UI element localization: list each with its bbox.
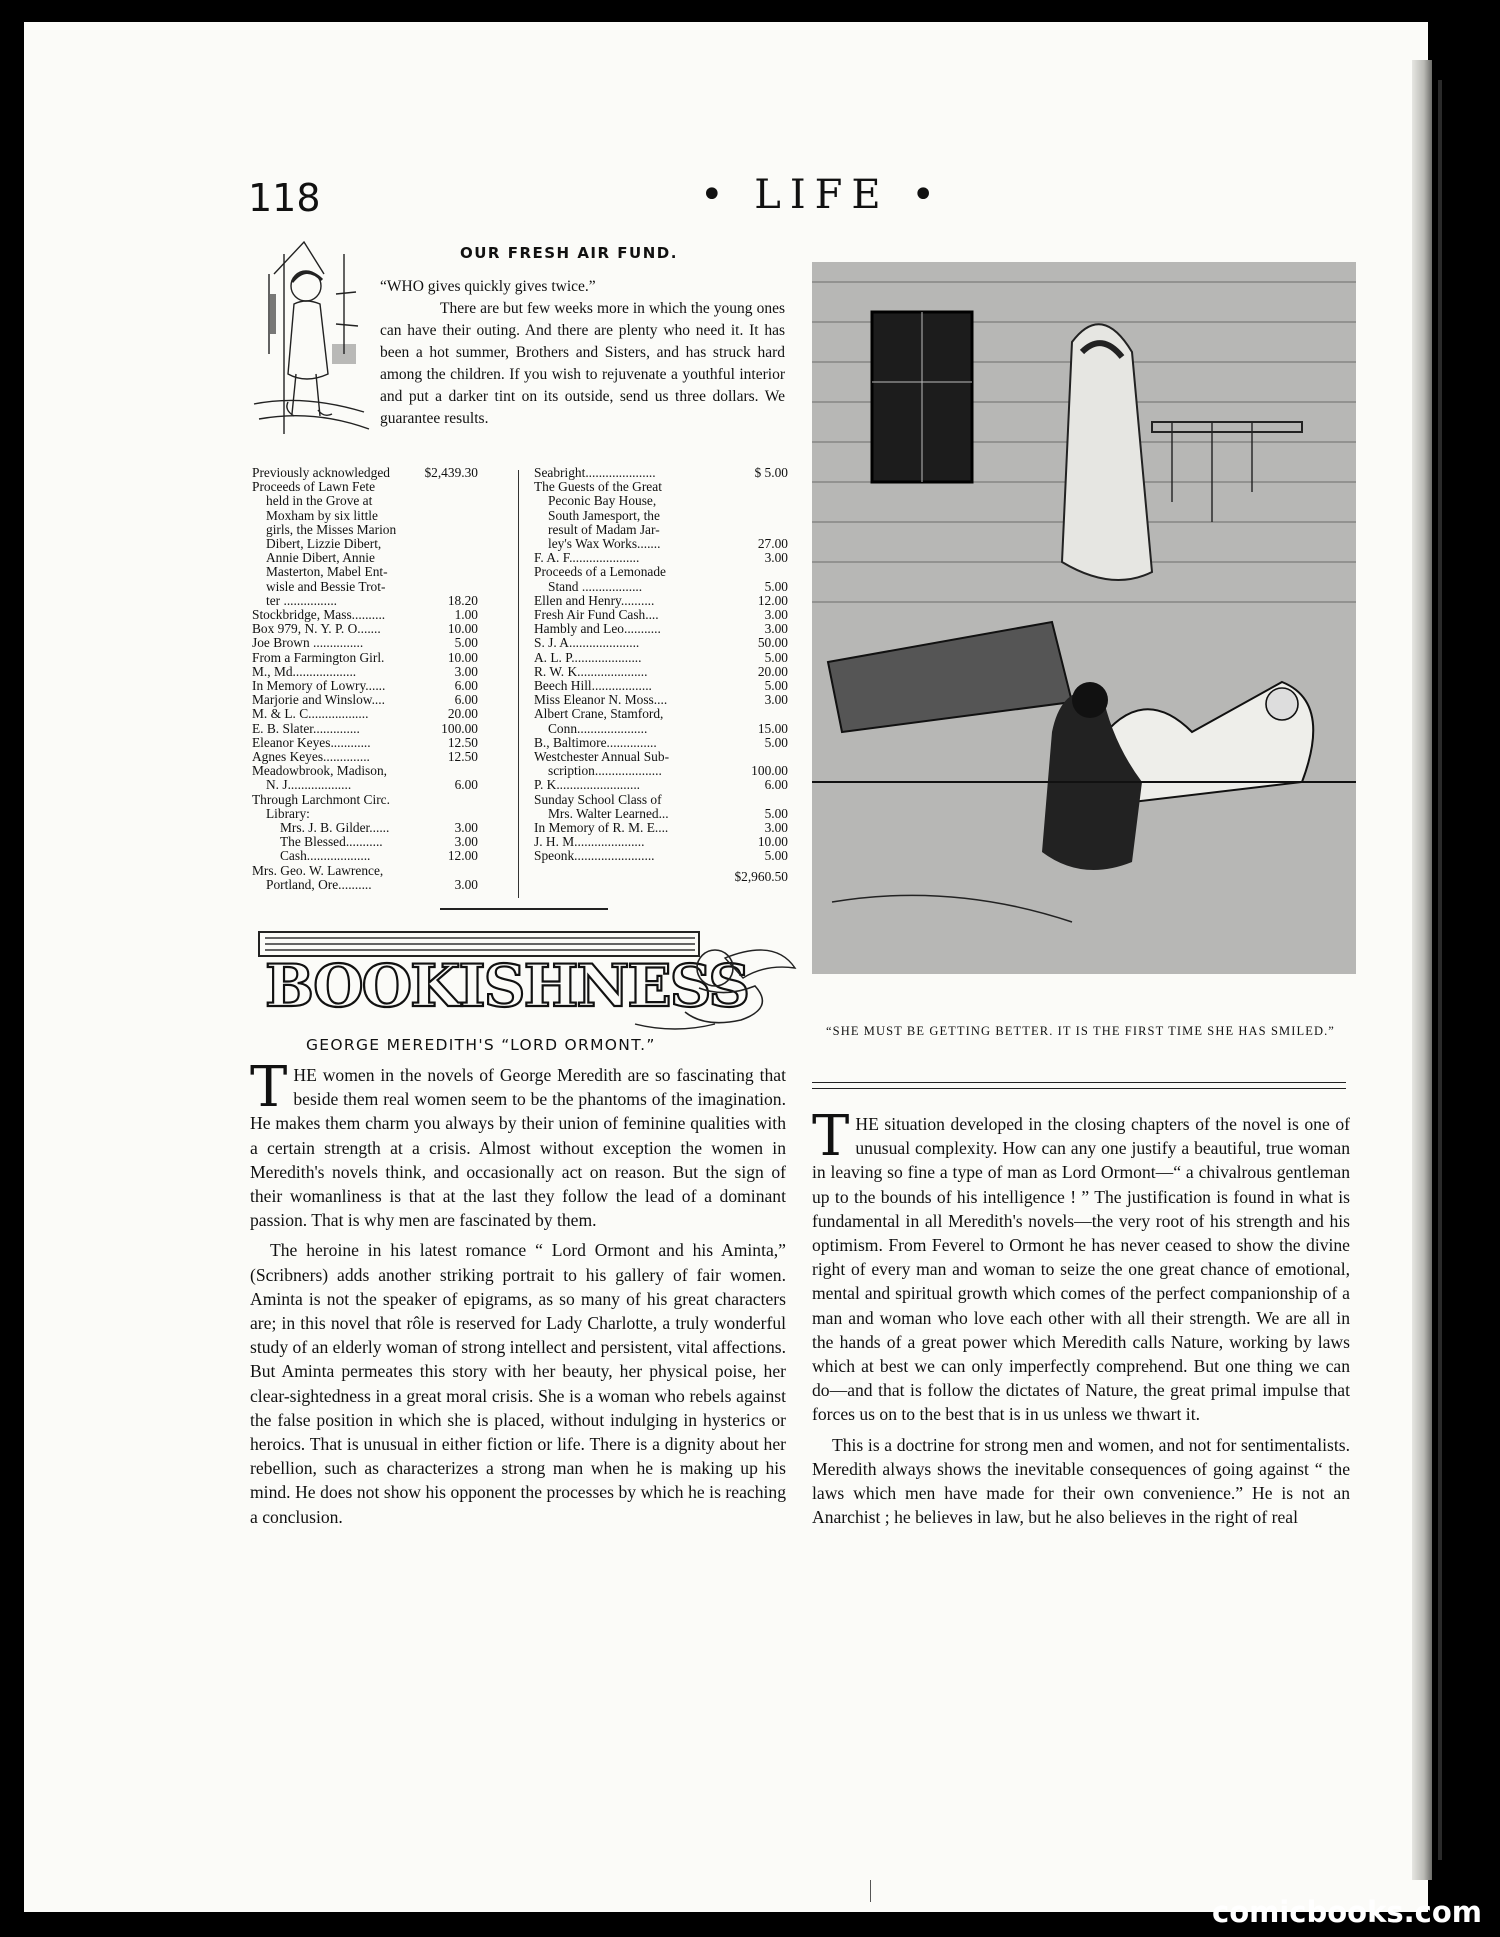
ledger-entry [534,835,788,849]
ledger-entry [252,793,478,807]
ledger-entry-amount: 10.00 [447,649,478,665]
ledger-entry-name: Masterton, Mabel Ent- [266,564,388,580]
ledger-entry [252,821,478,835]
ledger-entry-amount: 1.00 [454,607,478,623]
ledger-entry-name: South Jamesport, the [548,507,660,523]
ledger-entry [534,509,788,523]
ledger-entry-amount [418,523,478,537]
ledger-entry-amount [418,509,478,523]
page-number: 118 [248,176,321,220]
ledger-entry-name: held in the Grove at [266,493,373,509]
ledger-entry-amount [728,480,788,494]
ledger-entry-amount: 3.00 [454,820,478,836]
review-paragraph [812,1104,1350,1427]
ledger-entry [252,651,478,665]
ledger-entry [252,523,478,537]
ledger-entry [534,580,788,594]
ledger-entry [534,807,788,821]
ledger-entry-name: J. H. M..................... [534,834,645,850]
ledger-entry-amount: 12.50 [447,749,478,765]
ledger-total-amount: $2,960.50 [734,868,788,884]
review-right-p2: This is a doctrine for strong men and women, and not for sentimentalists. Meredith always shows the inevitable consequences of going against “ the laws which men have made for their own convenience.” He is not an Anarchist ; he believes in law, but he also believes in the right of real [812,1434,1350,1528]
section-rule [440,908,608,910]
ledger-entry [534,821,788,835]
fund-intro [380,276,785,430]
ledger-entry-amount: 5.00 [764,578,788,594]
illustration-caption: “SHE MUST BE GETTING BETTER. IT IS THE FIRST TIME SHE HAS SMILED.” [826,1024,1335,1038]
fold-mark [870,1880,871,1902]
ledger-entry-amount: 3.00 [454,834,478,850]
ledger-entry-name: ter ................ [266,592,338,608]
ledger-entry [252,864,478,878]
ledger-entry-amount [418,580,478,594]
ledger-entry-amount: 3.00 [764,621,788,637]
ledger-entry-amount: 12.00 [757,592,788,608]
ledger-entry-name: Mrs. Walter Learned... [548,805,669,821]
ledger-entry-name: From a Farmington Girl. [252,649,385,665]
ledger-entry-name: Portland, Ore.......... [266,876,372,892]
ledger-entry-name: Box 979, N. Y. P. O....... [252,621,381,637]
drop-cap: T [812,1104,850,1169]
ledger-entry-amount: 12.00 [447,848,478,864]
page-spine [1412,60,1432,1880]
ledger-entry [252,551,478,565]
ledger-entry-name: Meadowbrook, Madison, [252,763,388,779]
ledger-entry-amount [728,494,788,508]
ledger-entry-amount [418,793,478,807]
binding-line [1438,80,1442,1860]
review-right-column [812,1104,1350,1529]
ledger-entry-name: S. J. A..................... [534,635,640,651]
ledger-entry-name: Ellen and Henry.......... [534,592,655,608]
ledger-entry-amount: 100.00 [751,763,788,779]
ledger-entry [252,480,478,494]
bookishness-banner [255,928,803,1038]
ledger-entry-name: Westchester Annual Sub- [534,749,670,765]
ledger-entry [252,565,478,579]
ledger-entry-amount: 3.00 [764,550,788,566]
ledger-left [252,466,478,892]
ledger-entry-name: M. & L. C.................. [252,706,369,722]
ledger-entry-amount: 20.00 [447,706,478,722]
ledger-entry [534,665,788,679]
ledger-entry-amount: 5.00 [764,848,788,864]
ledger-entry-amount: 20.00 [757,663,788,679]
review-title: GEORGE MEREDITH'S “LORD ORMONT.” [306,1036,656,1054]
ledger-entry-name: Stand .................. [548,578,643,594]
ledger-entry-name: wisle and Bessie Trot- [266,578,386,594]
ledger-entry-name: ley's Wax Works....... [548,536,661,552]
ledger-entry [252,636,478,650]
ledger-entry-amount [418,864,478,878]
ledger-entry-amount [418,807,478,821]
ledger-entry-amount [728,750,788,764]
ledger-entry-amount: 3.00 [764,692,788,708]
ledger-entry-amount [418,565,478,579]
ledger-entry [534,793,788,807]
ledger-entry [534,622,788,636]
review-paragraph [250,1055,786,1232]
ledger-entry [252,494,478,508]
ledger-entry-name: Conn..................... [548,720,648,736]
ledger-entry [534,651,788,665]
ledger-entry-amount [418,494,478,508]
ledger-entry-amount [418,764,478,778]
ledger-entry-amount: $ 5.00 [754,465,788,480]
ledger-entry [252,707,478,721]
ledger-entry-amount: 27.00 [757,536,788,552]
ledger-divider [518,470,519,898]
ledger-entry-name: Joe Brown ............... [252,635,364,651]
ledger-entry [534,764,788,778]
ledger-entry [252,750,478,764]
ledger-entry-amount: 15.00 [757,720,788,736]
ledger-entry [252,580,478,594]
review-left-p2: The heroine in his latest romance “ Lord Ormont and his Aminta,” (Scribners) adds another striking portrait to his gallery of fair women. Aminta is not the speaker of epigrams, as so many of his great characters are; in this novel that rôle is reserved for Lady Charlotte, a truly wonderful study of an elderly woman of strong intellect and persistent, vital affections. But Aminta permeates this story with her beauty, her physical poise, her clear-sightedness in a great moral crisis. She is a woman who rebels against the false position in which she is placed, without indulging in hysterics or heroics. That is unusual in either fiction or life. There is a dignity about her rebellion, such as characterizes a strong man when he is making up his mind. He does not show his opponent the processes by which he is reaching a conclusion. [250,1240,786,1527]
ledger-entry-name: The Guests of the Great [534,479,662,495]
ledger-total [534,870,788,884]
ledger-entry [534,722,788,736]
ledger-entry-amount: 5.00 [764,678,788,694]
ledger-entry [252,722,478,736]
ledger-entry [252,537,478,551]
ledger-entry [534,466,788,480]
ledger-entry [534,849,788,863]
banner-text: BOOKISHNESS [265,952,749,1020]
ledger-entry [534,636,788,650]
ledger-entry-amount: $2,439.30 [424,465,478,480]
ledger-entry-name: Annie Dibert, Annie [266,550,375,566]
ledger-entry [252,466,478,480]
fund-quote: “WHO gives quickly gives twice.” [380,278,596,295]
ledger-entry-amount: 18.20 [447,592,478,608]
ledger-entry-amount: 50.00 [757,635,788,651]
ledger-entry-amount [418,480,478,494]
ledger-entry [534,565,788,579]
review-left-column [250,1055,786,1529]
ledger-entry [534,494,788,508]
ledger-entry [534,778,788,792]
drop-cap: T [250,1055,288,1120]
ledger-entry-name: Miss Eleanor N. Moss.... [534,692,668,708]
ledger-entry-name: In Memory of R. M. E.... [534,820,669,836]
ledger-entry-name: Albert Crane, Stamford, [534,706,664,722]
ledger-entry-name: Speonk........................ [534,848,655,864]
ledger-entry-amount [728,707,788,721]
ledger-entry [252,622,478,636]
ledger-entry-name: R. W. K..................... [534,663,648,679]
ledger-entry-amount [728,793,788,807]
ledger-entry [252,665,478,679]
ledger-entry [534,594,788,608]
ledger-entry-name: Marjorie and Winslow.... [252,692,385,708]
ledger-entry-name: A. L. P..................... [534,649,642,665]
ledger-entry-amount: 10.00 [447,621,478,637]
ledger-entry-name: Agnes Keyes.............. [252,749,370,765]
ledger-entry-name: Moxham by six little [266,507,378,523]
ledger-entry [252,693,478,707]
ledger-entry-name: E. B. Slater.............. [252,720,360,736]
ledger-entry-name: Dibert, Lizzie Dibert, [266,536,382,552]
ledger-entry-amount [728,509,788,523]
ledger-entry [252,835,478,849]
ledger-entry-name: Mrs. Geo. W. Lawrence, [252,862,384,878]
ledger-entry-amount: 3.00 [454,876,478,892]
ledger-entry-name: Eleanor Keyes............ [252,734,371,750]
ledger-entry-name: B., Baltimore............... [534,734,657,750]
ledger-entry-amount: 10.00 [757,834,788,850]
ledger-entry-name: Mrs. J. B. Gilder...... [280,820,390,836]
fund-title: OUR FRESH AIR FUND. [460,244,678,262]
ledger-entry-name: M., Md................... [252,663,357,679]
ledger-entry-name: Through Larchmont Circ. [252,791,390,807]
ledger-entry-name: girls, the Misses Marion [266,521,397,537]
ledger-entry-amount: 6.00 [454,692,478,708]
ledger-entry [252,764,478,778]
review-left-p1: HE women in the novels of George Meredith are so fascinating that beside them real women seem to be the phantoms of the imagination. He makes them charm you always by their union of feminine qualities with a certain strength at a crisis. Almost without exception the women in Meredith's novels think, and occasionally act on reason. But the sign of their womanliness is that at the last they follow the lead of a dominant passion. That is why men are fascinated by them. [250,1065,786,1231]
watermark: comicbooks.com [1212,1895,1482,1929]
ledger-entry-name: scription.................... [548,763,662,779]
ledger-entry-name: Hambly and Leo........... [534,621,661,637]
ledger-entry-amount: 3.00 [764,820,788,836]
ledger-entry [252,509,478,523]
ledger-entry-name: N. J................... [266,777,352,793]
ledger-entry-name: Previously acknowledged [252,465,390,480]
ledger-entry-amount [728,565,788,579]
ledger-entry-name: P. K......................... [534,777,641,793]
ledger-entry-amount: 5.00 [764,649,788,665]
double-rule [812,1082,1346,1089]
ledger-entry-amount: 5.00 [764,805,788,821]
ledger-entry [534,537,788,551]
ledger-entry-name: F. A. F..................... [534,550,640,566]
ledger-entry-name: Seabright..................... [534,465,656,480]
ledger-entry [534,480,788,494]
ledger-entry-amount: 100.00 [441,720,478,736]
ledger-entry [534,736,788,750]
ledger-entry [252,849,478,863]
ledger-entry [534,679,788,693]
ledger-entry-name: result of Madam Jar- [548,521,660,537]
ledger-entry-name: Stockbridge, Mass.......... [252,607,386,623]
ledger-entry-name: Cash................... [280,848,371,864]
ledger-entry [252,679,478,693]
ledger-entry [534,523,788,537]
ledger-entry [534,693,788,707]
ledger-entry-name: Peconic Bay House, [548,493,657,509]
ledger-entry-amount: 3.00 [454,663,478,679]
fund-intro-text: There are but few weeks more in which the young ones can have their outing. And there are plenty who need it. It has been a hot summer, Brothers and Sisters, and has struck hard among the children. If you wish to rejuvenate a youthful interior and put a darker tint on its outside, send us three dollars. We guarantee results. [380,300,785,427]
ledger-entry-name: Proceeds of a Lemonade [534,564,666,580]
ledger-entry [252,594,478,608]
ledger-entry-amount: 6.00 [764,777,788,793]
ledger-entry-amount: 12.50 [447,734,478,750]
ledger-entry-name: Sunday School Class of [534,791,662,807]
ledger-entry [534,707,788,721]
ledger-entry [534,750,788,764]
ledger-entry [252,608,478,622]
ledger-entry-amount: 5.00 [454,635,478,651]
masthead: • LIFE • [700,172,944,218]
ledger-right [534,466,788,884]
ledger-entry-amount: 6.00 [454,777,478,793]
ledger-entry-amount: 5.00 [764,734,788,750]
ledger-entry-name: Fresh Air Fund Cash.... [534,607,659,623]
ledger-entry-amount [728,523,788,537]
sickroom-illustration [812,262,1356,974]
ledger-entry [252,807,478,821]
ledger-entry-name: The Blessed........... [280,834,383,850]
ledger-entry [252,736,478,750]
ledger-entry-amount: 3.00 [764,607,788,623]
ledger-entry [252,878,478,892]
ledger-entry-name: In Memory of Lowry...... [252,678,386,694]
ledger-entry-amount [418,537,478,551]
ledger-entry-amount: 6.00 [454,678,478,694]
ledger-entry-name: Beech Hill.................. [534,678,652,694]
ledger-entry [534,551,788,565]
girl-illustration [244,234,376,444]
ledger-entry [534,608,788,622]
ledger-entry [252,778,478,792]
ledger-entry-name: Library: [266,805,310,821]
review-right-p1: HE situation developed in the closing chapters of the novel is one of unusual complexity. How can any one justify a beautiful, true woman in leaving so fine a type of man as Lord Ormont—“ a chivalrous gentleman up to the bounds of his intelligence ! ” The justification is found in what is fundamental in all Meredith's novels—the very root of his strength and his optimism. From Feverel to Ormont he has never ceased to show the divine right of every man and woman to seize the one great chance of emotional, mental and spiritual growth which comes of the perfect companionship of a man and woman who love each other with all their strength. We are all in the hands of a great power which Meredith calls Nature, working by laws which at best we can only imperfectly comprehend. But one thing we can do—and that is follow the dictates of Nature, the great primal impulse that forces us on to the best that is in us unless we thwart it. [812,1114,1350,1425]
ledger-entry-name: Proceeds of Lawn Fete [252,479,376,495]
ledger-entry-amount [418,551,478,565]
